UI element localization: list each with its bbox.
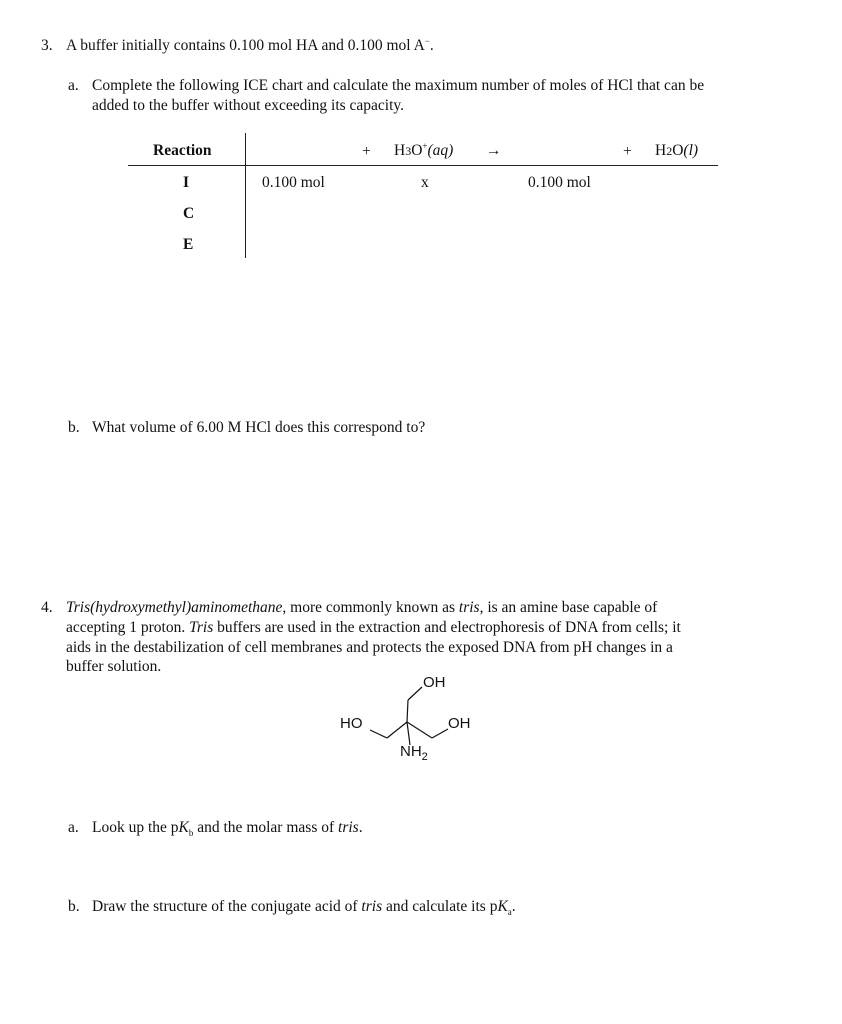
ice-header-h2o bbox=[655, 142, 698, 160]
ice-row-i-col1: 0.100 mol bbox=[262, 174, 325, 191]
q4a-tris: tris bbox=[338, 819, 359, 836]
q4-text1: , more commonly known as bbox=[282, 599, 459, 616]
q4-number: 4. bbox=[41, 599, 53, 616]
q3a-line2: added to the buffer without exceeding its capacity. bbox=[92, 97, 405, 114]
q3-stem-end: . bbox=[429, 37, 434, 54]
ice-header-plus1: + bbox=[362, 143, 371, 160]
h3o-h: H bbox=[394, 142, 406, 159]
q4a-k: K bbox=[178, 819, 189, 836]
q4-line2-post: buffers are used in the extraction and electrophoresis of DNA from cells; it bbox=[213, 619, 681, 636]
q4a-sub: b bbox=[188, 828, 194, 839]
ice-header-arrow: → bbox=[486, 142, 502, 159]
q4b-mid: and calculate its p bbox=[382, 898, 498, 915]
q4b-text bbox=[92, 898, 516, 916]
q4-line3: aids in the destabilization of cell membranes and protects the exposed DNA from pH changes in a bbox=[66, 639, 673, 656]
q3-stem-text: A buffer initially contains 0.100 mol HA and 0.100 mol A bbox=[66, 37, 425, 54]
q4b-pre: Draw the structure of the conjugate acid of bbox=[92, 898, 362, 915]
q4b-label: b. bbox=[68, 898, 80, 915]
q4a-end: . bbox=[358, 819, 363, 836]
q4-line1 bbox=[66, 599, 657, 617]
tris-oh-right: OH bbox=[448, 715, 471, 732]
ice-header-reaction: Reaction bbox=[153, 142, 212, 159]
q3-stem bbox=[66, 37, 434, 55]
h3o-sup: + bbox=[422, 140, 428, 151]
q4b-k: K bbox=[497, 898, 508, 915]
q3b-label: b. bbox=[68, 419, 80, 436]
q4a-pre: Look up the p bbox=[92, 819, 179, 836]
ice-row-label-i: I bbox=[183, 174, 190, 191]
ice-row-i-col3: 0.100 mol bbox=[528, 174, 591, 191]
ice-horizontal-rule bbox=[128, 165, 718, 166]
h2o-o: O bbox=[672, 142, 684, 159]
q4-text2: , is an amine base capable of bbox=[479, 599, 658, 616]
ice-vertical-rule bbox=[245, 133, 246, 258]
h2o-h: H bbox=[655, 142, 667, 159]
h3o-state: (aq) bbox=[427, 142, 454, 159]
tris-oh-top: OH bbox=[423, 674, 446, 691]
ice-row-label-c: C bbox=[183, 205, 195, 222]
tris-nh2 bbox=[400, 743, 428, 763]
q4b-end: . bbox=[511, 898, 516, 915]
q4a-mid: and the molar mass of bbox=[193, 819, 339, 836]
h3o-o: O bbox=[411, 142, 423, 159]
q4a-label: a. bbox=[68, 819, 79, 836]
q4a-text bbox=[92, 819, 363, 837]
q4b-sub: a bbox=[507, 907, 512, 918]
h3o-sub: 3 bbox=[405, 144, 412, 158]
q4-name: Tris(hydroxymethyl)aminomethane bbox=[66, 599, 283, 616]
q4-line2-pre: accepting 1 proton. bbox=[66, 619, 190, 636]
h2o-sub: 2 bbox=[666, 144, 673, 158]
h2o-state: (l) bbox=[683, 142, 699, 159]
q3-number: 3. bbox=[41, 37, 53, 54]
q4b-tris: tris bbox=[361, 898, 383, 915]
ice-header-plus2: + bbox=[623, 143, 632, 160]
q4-line2-tris: Tris bbox=[189, 619, 214, 636]
ice-row-label-e: E bbox=[183, 236, 194, 253]
ice-header-h3o bbox=[394, 142, 453, 160]
tris-nh2-main: NH bbox=[400, 743, 422, 760]
tris-ho-left: HO bbox=[340, 715, 363, 732]
q3-stem-superscript: − bbox=[424, 35, 430, 46]
q4-line2 bbox=[66, 619, 681, 637]
q3a-line1: Complete the following ICE chart and calculate the maximum number of moles of HCl that can be bbox=[92, 77, 705, 94]
q4-line4: buffer solution. bbox=[66, 658, 162, 675]
q4-tris: tris bbox=[458, 599, 480, 616]
tris-nh2-sub: 2 bbox=[421, 751, 428, 763]
tris-structure bbox=[330, 670, 510, 770]
ice-row-i-col2: x bbox=[421, 174, 429, 191]
q3a-label: a. bbox=[68, 77, 79, 94]
q3b-text: What volume of 6.00 M HCl does this correspond to? bbox=[92, 419, 426, 436]
